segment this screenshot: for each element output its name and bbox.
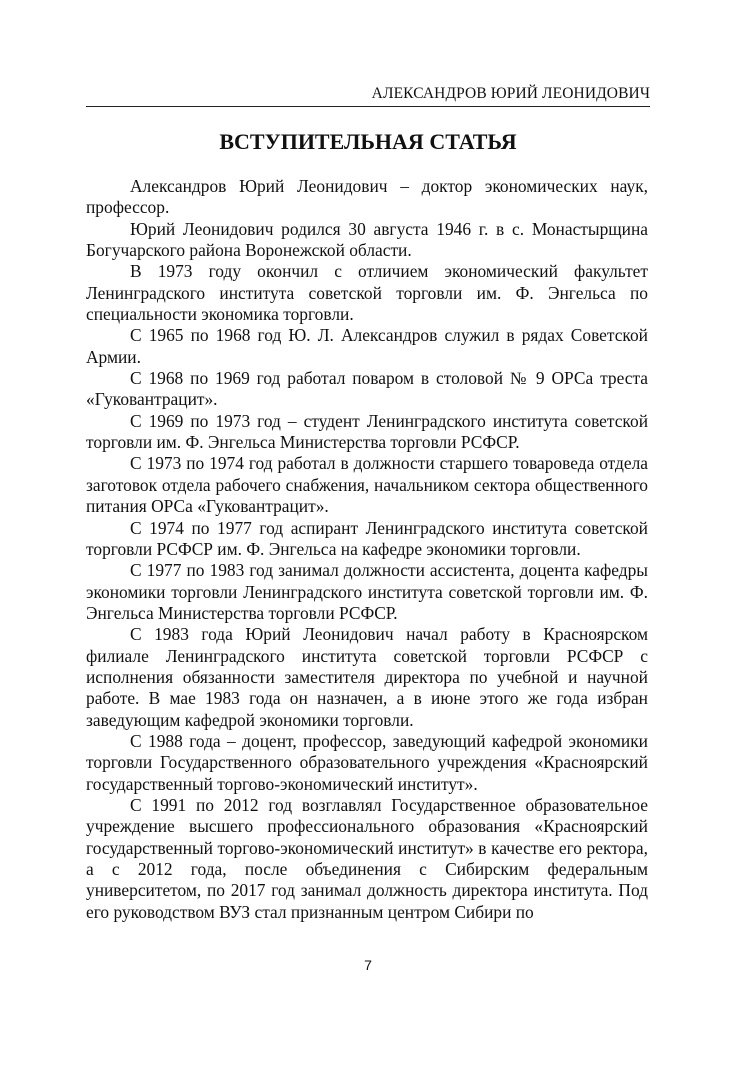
paragraph-cook: С 1968 по 1969 год работал поваром в столовой № 9 ОРСа треста «Гуковантрацит». <box>86 368 648 410</box>
paragraph-assistant-docent: С 1977 по 1983 год занимал должности ассистента, доцента кафедры экономики торговли Ленинградского института советской торговли им. Ф. Энгельса Министерства торговли РСФСР. <box>86 560 648 623</box>
article-title: ВСТУПИТЕЛЬНАЯ СТАТЬЯ <box>219 129 517 154</box>
paragraph-postgraduate: С 1974 по 1977 год аспирант Ленинградского института советской торговли РСФСР им. Ф. Энгельса на кафедре экономики торговли. <box>86 517 648 559</box>
paragraph-army-service: С 1965 по 1968 год Ю. Л. Александров служил в рядах Советской Армии. <box>86 325 648 367</box>
running-header: АЛЕКСАНДРОВ ЮРИЙ ЛЕОНИДОВИЧ <box>86 82 650 107</box>
paragraph-degree: Александров Юрий Леонидович – доктор экономических наук, профессор. <box>86 176 648 218</box>
paragraph-birth: Юрий Леонидович родился 30 августа 1946 г. в с. Монастырщина Богучарского района Воронежской области. <box>86 218 648 261</box>
paragraph-student: С 1969 по 1973 год – студент Ленинградского института советской торговли им. Ф. Энгельса Министерства торговли РСФСР. <box>86 410 648 453</box>
paragraph-merchandiser: С 1973 по 1974 год работал в должности старшего товароведа отдела заготовок отдела рабочего снабжения, начальником сектора общественного питания ОРСа «Гуковантрацит». <box>86 453 648 517</box>
paragraph-krasnoyarsk-branch: С 1983 года Юрий Леонидович начал работу в Красноярском филиале Ленинградского института советской торговли РСФСР с исполнения обязанности заместителя директора по учебной и научной работе. В мае 1983 года он назначен, а в июне этого же года избран заведующим кафедрой экономики торговли. <box>86 624 648 730</box>
article-body <box>86 176 648 923</box>
paragraph-graduation: В 1973 году окончил с отличием экономический факультет Ленинградского института советской торговли им. Ф. Энгельса по специальности экономика торговли. <box>86 261 648 325</box>
page-number: 7 <box>364 957 372 973</box>
paragraph-professor: С 1988 года – доцент, профессор, заведующий кафедрой экономики торговли Государственного образовательного учреждения «Красноярский государственный торгово-экономический институт». <box>86 730 648 794</box>
paragraph-rector: С 1991 по 2012 год возглавлял Государственное образовательное учреждение высшего профессионального образования «Красноярский государственный торгово-экономический институт» в качестве его ректора, а с 2012 года, после объединения с Сибирским федеральным университетом, по 2017 год занимал должность директора института. Под его руководством ВУЗ стал признанным центром Сибири по <box>86 794 648 922</box>
